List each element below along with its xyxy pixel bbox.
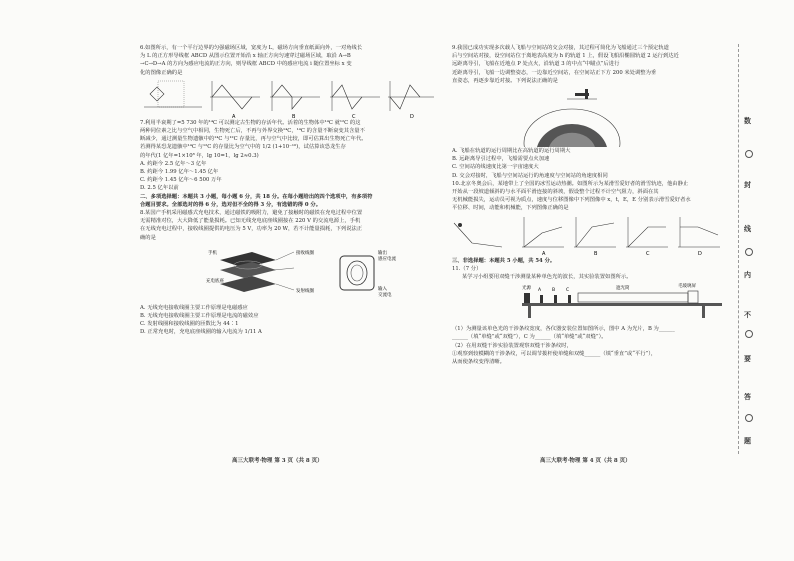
question-10 [452, 180, 727, 213]
q6-option-d-label: D [410, 113, 414, 119]
q7-line: 若测得某恐龙遗骸中¹⁴C 与¹²C 的存量比为空气中的 1/2 (1+10⁻¹⁰)，试估算该恐龙生存 [140, 144, 346, 151]
q8-line: 在无线充电过程中，接收线圈提供的电压为 5 V，功率为 20 W，若不计能量损耗，下列说法正 [140, 226, 363, 233]
section-2-line: 二、多项选择题：本题共 3 小题，每小题 6 分，共 18 分。在每小题给出的四个选项中，有多项符 [140, 193, 373, 200]
q10-option-d-label: D [698, 250, 702, 257]
q9-line: 后与空间站对接，设空间站位于离地表高度为 h 的轨道 1 上，假设飞船沿椭圆轨道 2 运行到达近 [452, 53, 679, 60]
q11-part: ______（填“单缝”或“双缝”），C 为______（填“单缝”或“双缝”）。 [452, 334, 607, 341]
q9-line: 直姿态，再逐步靠近对接。下列说法正确的是 [452, 77, 558, 84]
graph-option-b [574, 217, 616, 247]
q7-option-b: B. 约距今 1.99 亿年～1.45 亿年 [140, 169, 219, 176]
graph-option-b [270, 81, 320, 111]
q9-option-b: B. 远距离导引过程中，飞船需要点火加速 [452, 156, 550, 163]
graph-option-c [626, 217, 668, 247]
graph-option-d [678, 217, 720, 247]
margin-char: 不 [744, 310, 751, 319]
q10-option-b-label: B [594, 250, 598, 257]
q6-line: 为 L 的正方形导线框 ABCD 从图示位置开始沿 x 轴正方向匀速穿过磁场区域，取沿 A→B [140, 53, 351, 60]
section-3-header: 三、非选择题：本题共 5 小题，共 54 分。 [452, 257, 556, 264]
q10-option-a-label: A [542, 250, 546, 257]
margin-char: 封 [744, 180, 751, 189]
margin-char: 要 [744, 354, 751, 363]
left-footer: 高三大联考·物理 第 3 页（共 8 页） [232, 458, 323, 464]
margin-char: 题 [744, 436, 751, 445]
fig-label-induced-current: 感应电流 [378, 256, 396, 262]
q9-option-c: C. 空间站的线速度比第一宇宙速度大 [452, 164, 539, 171]
q7-option-d: D. 2.5 亿年以前 [140, 185, 179, 192]
margin-char: 数 [744, 116, 751, 125]
fig-label-light-source: 光源 [522, 286, 531, 292]
q8-options [140, 304, 436, 337]
binding-hole-icon [745, 150, 753, 158]
margin-char: 内 [744, 270, 751, 279]
question-7 [140, 119, 436, 193]
q11-part: 从而使条纹变得清晰。 [452, 359, 505, 366]
q6-line: 6.如图所示，有一个平行边界的匀强磁场区域，宽度为 L，磁场方向垂直纸面向外，一对角线长 [140, 45, 363, 51]
double-slit-apparatus [452, 281, 727, 325]
graph-option-a [210, 81, 260, 111]
q8-option-b: B. 无线充电接收线圈主要工作原理是电流的磁效应 [140, 313, 259, 320]
fig-label-tube: 遮光筒 [616, 286, 630, 292]
right-footer: 高三大联考·物理 第 4 页（共 8 页） [540, 458, 631, 464]
question-8 [140, 209, 436, 242]
q9-option-a: A. 飞船在轨道的运行周期比在高轨道的运行周期大 [452, 148, 571, 155]
q8-line: 8.某国产手机采用磁感式充电技术，通过磁铁的吸附力，避免了接触时的磁铁在充电过程中位置 [140, 210, 363, 217]
fig-label-input: 输入 [378, 286, 387, 292]
graph-option-a [522, 217, 564, 247]
q9-line: 远距离导引，飞船在近地点 P 处点火，沿轨道 3 的中点“中瞄点”后进行 [452, 61, 620, 68]
fig-label-c: C [566, 288, 570, 294]
q11-parts [452, 325, 727, 366]
q7-line: 7.利用半衰期了=5 730 年的¹⁴C 可以测定古生物的存活年代。活着的生物体中¹⁴C 就¹²C 的这 [140, 119, 361, 126]
graph-option-d [388, 81, 434, 111]
margin-char: 线 [744, 224, 751, 233]
q10-line: 10.北京冬奥会后，某地带上了全国的冰雪运动热潮。如图所示为某滑雪爱好者的滑雪轨迹，他由静止 [452, 180, 689, 187]
fig-label-receiver-coil: 接收线圈 [296, 250, 314, 256]
magnetic-field-diagram [144, 81, 202, 107]
wireless-charger-diagram [140, 242, 436, 304]
fig-label-b: B [552, 288, 556, 294]
q7-line: 断减少，通过测量生物遗骸中的¹⁴C 与¹²C 存量比，再与空气中比较，即可估算出生物死亡年代。 [140, 136, 367, 143]
binding-hole-icon [745, 248, 753, 256]
q8-option-c: C. 发射线圈和接收线圈的匝数比为 44∶1 [140, 321, 239, 328]
section-2-line: 合题目要求。全部选对的得 6 分，选对但不全的得 3 分，有选错的得 0 分。 [140, 201, 322, 208]
q8-option-a: A. 无线充电接收线圈主要工作原理是电磁感应 [140, 304, 248, 311]
q8-line: 确的是 [140, 234, 156, 241]
margin-char: 答 [744, 392, 751, 401]
q9-option-d: D. 交会对接时，飞船与空间站运行的角速度与空间站的角速度相同 [452, 172, 608, 179]
binding-hole-icon [745, 330, 753, 338]
question-9 [452, 44, 727, 85]
q10-line: 平位移、时间，动能和机械能，下列图像正确的是 [452, 205, 569, 212]
fig-label-charging-base: 充电底座 [206, 278, 224, 284]
q11-figure [452, 281, 727, 325]
section-2-header [140, 193, 436, 209]
q8-option-d: D. 正常充电时，充电底座线圈的输入电流为 1/11 A [140, 329, 262, 336]
fig-label-phone: 手机 [208, 250, 217, 256]
binding-margin [738, 44, 761, 454]
fig-label-transmitter-coil: 发射线圈 [296, 288, 314, 294]
binding-hole-icon [745, 414, 753, 422]
fig-label-screen: 毛玻璃屏 [678, 284, 696, 290]
q11-part: ①观察到较模糊的干涉条纹，可以调节拨杆使单缝和双缝______（填“垂直”或“平行”）， [452, 350, 657, 357]
question-6 [140, 44, 436, 77]
q7-line: 两种同位素之比与空气中相同，生物死亡后，不再与外界交换¹⁴C，¹⁴C 的含量不断衰变其含量不 [140, 128, 365, 135]
q6-option-c-label: C [352, 113, 356, 119]
fig-label-output: 输出 [378, 250, 387, 256]
q10-option-c-label: C [646, 250, 650, 257]
q6-option-b-label: B [292, 113, 296, 119]
q10-graph-svg [452, 213, 727, 257]
q8-figure [140, 242, 436, 304]
q10-line: 无机械能损失，运动员可视为质点，速度与位移图像中下列图像中 x，t，E，E 分别表示滑雪爱好者水 [452, 197, 691, 204]
left-column [140, 44, 436, 337]
q11-part: （1）为测量该单色光的干涉条纹宽度，各仪器安装位置如图所示，图中 A 为光片，B 为______ [452, 326, 675, 333]
q6-line: →C→D→A 的方向为感应电流的正方向，则导线框 ABCD 中的感应电流 i 随位置坐标 x 变 [140, 61, 352, 68]
fig-label-a: A [538, 288, 542, 294]
ski-slope-diagram [454, 223, 502, 247]
graph-option-c [330, 81, 380, 111]
q9-line: 9.我国已成功实现多次载人飞船与空间站的交会对接，其过程可简化为飞船通过三个预定轨道 [452, 45, 669, 51]
q11-title: 11.（7 分） [452, 265, 482, 272]
orbit-diagram [452, 85, 727, 147]
q9-figure [452, 85, 727, 147]
q11-part: （2）在用双缝干涉实验装置观察双缝干涉条纹时， [452, 342, 572, 349]
q9-line: 近距离导引，飞船一边调整姿态，一边靠近空间站，在空间站正下方 200 米处调整为垂 [452, 69, 657, 76]
right-column [452, 44, 727, 366]
q7-option-a: A. 约距今 2.5 亿年～3 亿年 [140, 160, 207, 167]
q6-figures [140, 77, 436, 119]
q10-line: 开始从一段坡道倾斜的与水平面平滑连接的斜坡，假设整个过程不计空气阻力，斜面在其 [452, 189, 659, 196]
q7-line: 的年代(1 亿年=1×10⁸ 年，lg 10=1，lg 2≈0.3) [140, 152, 259, 159]
fig-label-ac: 交流电 [378, 292, 392, 298]
q10-figures [452, 213, 727, 257]
q6-option-a-label: A [232, 113, 236, 119]
q6-graph-svg [140, 77, 436, 119]
q9-options [452, 147, 727, 180]
q7-option-c: C. 约距今 1.45 亿年～6 500 万年 [140, 177, 222, 184]
q8-line: 无需精准对位，大大降低了能量损耗。已知无线充电底座线圈接在 220 V 的交流电源上，手机 [140, 218, 361, 225]
q6-line: 化的图像正确的是 [140, 69, 183, 76]
q11-intro: 某学习小组要用双缝干涉测量某种单色光的波长，其实验装置如图所示。 [462, 274, 632, 281]
